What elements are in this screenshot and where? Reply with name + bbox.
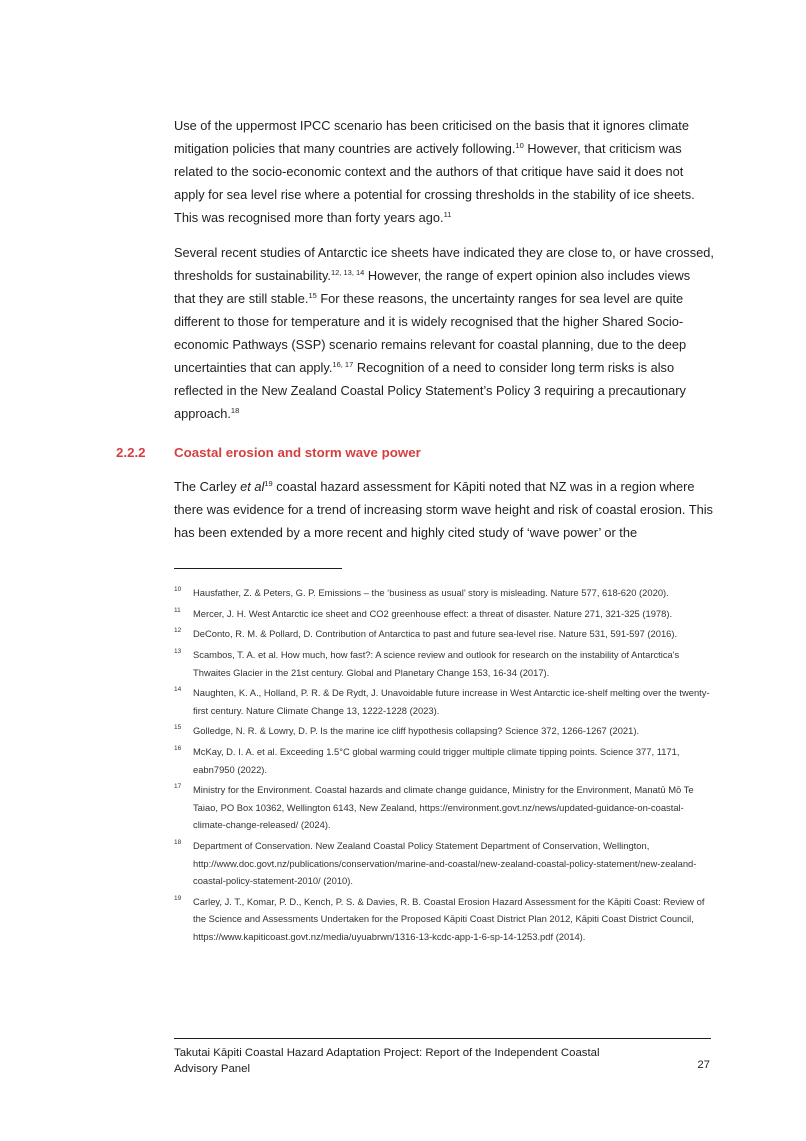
footnote-reference[interactable]: 15 <box>308 291 317 300</box>
footnote <box>174 893 714 946</box>
footnote <box>174 605 714 623</box>
footnote-reference[interactable]: 19 <box>264 479 273 488</box>
footnotes-list <box>174 584 714 948</box>
footnote-text: Carley, J. T., Komar, P. D., Kench, P. S. & Davies, R. B. Coastal Erosion Hazard Assessment for the Kāpiti Coast: Review of the Science and Assessments Undertaken for the Proposed Kāpiti Coast District Plan 2012, Kāpiti Coast District Council, https://www.kapiticoast.govt.nz/media/uyuabrwn/1316-13-kcdc-app-1-6-sp-14-1253.pdf (2014). <box>193 895 705 942</box>
footnote-text: Hausfather, Z. & Peters, G. P. Emissions – the ‘business as usual’ story is misleading. Nature 577, 618-620 (2020). <box>193 587 669 598</box>
italic-text: et al <box>240 479 265 494</box>
footnote-number: 18 <box>174 839 182 846</box>
footnote-text: McKay, D. I. A. et al. Exceeding 1.5°C global warming could trigger multiple climate tipping points. Science 377, 1171, eabn7950 (2022). <box>193 746 680 775</box>
body-paragraph-coastal-erosion: The Carley et $al^{19}$ coastal hazard assessment for Kāpiti noted that NZ was in a region where there was evidence for a trend of increasing storm wave height and risk of coastal erosion. This has been extended by a more recent and highly cited study of ‘wave power’ or the <box>174 479 713 540</box>
footnote-reference[interactable]: 10 <box>515 141 524 150</box>
footnote-separator <box>174 568 342 569</box>
footnote-number: 13 <box>174 648 182 656</box>
body-paragraph-antarctic-ice-sheets: Several recent studies of Antarctic ice sheets have indicated they are close to, or have crossed, thresholds for sustainability.$^{12, 13, 14}$ However, the range of expert opinion also includes views that they are still stable.$^{15}$ For these reasons, the uncertainty ranges for sea level are quite different to those for temperature and it is widely recognised that the higher Shared Socio-economic Pathways (SSP) scenario remains relevant for coastal planning, due to the deep uncertainties that can apply.$^{16, 17}$ Recognition of a need to consider long term risks is also reflected in the New Zealand Coastal Policy Statement’s Policy 3 requiring a precautionary approach.$^{18}$ <box>174 245 714 421</box>
footnote-text: Golledge, N. R. & Lowry, D. P. Is the marine ice cliff hypothesis collapsing? Science 372, 1266-1267 (2021). <box>193 725 640 737</box>
page-number: 27 <box>697 1059 710 1071</box>
footnote-number: 12 <box>174 627 182 635</box>
footnote <box>174 646 714 681</box>
footnote-number: 19 <box>174 894 182 902</box>
footer-separator <box>174 1038 711 1039</box>
footnote <box>174 837 714 890</box>
footnote-text: Naughten, K. A., Holland, P. R. & De Rydt, J. Unavoidable future increase in West Antarctic ice-shelf melting over the twenty-first century. Nature Climate Change 13, 1222-1228 (2023). <box>193 687 710 716</box>
footnote <box>174 625 714 643</box>
footnote <box>174 781 714 834</box>
footnote-reference[interactable]: 16, 17 <box>332 360 354 369</box>
footnote-number: 14 <box>174 686 182 694</box>
body-paragraph-ipcc-scenario: Use of the uppermost IPCC scenario has been criticised on the basis that it ignores climate mitigation policies that many countries are actively following.$^{10}$ However, that criticism was related to the socio-economic context and the authors of that critique have said it does not apply for sea level rise where a potential for crossing thresholds in the stability of ice sheets. This was recognised more than forty years ago.$^{11}$ <box>174 118 695 225</box>
footnote-text: Mercer, J. H. West Antarctic ice sheet and CO2 greenhouse effect: a threat of disaster. Nature 271, 321-325 (1978). <box>193 607 673 619</box>
footnote-number: 11 <box>174 606 181 614</box>
footnote-text: Scambos, T. A. et al. How much, how fast?: A science review and outlook for research on the instability of Antarctica's Thwaites Glacier in the 21st century. Global and Planetary Change 153, 16-34 (2017). <box>193 649 680 678</box>
footnote-reference[interactable]: 12, 13, 14 <box>330 268 365 277</box>
footnote-text: Department of Conservation. New Zealand Coastal Policy Statement Department of Conservation, Wellington, http://www.doc.govt.nz/publications/conservation/marine-and-coastal/new-zealand-coastal-policy-statement/new-zealand-coastal-policy-statement-2010/ (2010). <box>193 840 697 886</box>
footnote <box>174 684 714 719</box>
footnote <box>174 722 714 740</box>
footer-report-title: Takutai Kāpiti Coastal Hazard Adaptation Project: Report of the Independent Coastal Advisory Panel <box>174 1047 600 1075</box>
footnote-text: DeConto, R. M. & Pollard, D. Contribution of Antarctica to past and future sea-level rise. Nature 531, 591-597 (2016). <box>193 628 678 640</box>
footnote-number: 15 <box>174 724 182 732</box>
footnote-reference[interactable]: 18 <box>230 406 240 415</box>
footnote-number: 16 <box>174 745 182 753</box>
footnote-reference[interactable]: 11 <box>443 210 452 219</box>
footnote-text: Ministry for the Environment. Coastal hazards and climate change guidance, Ministry for the Environment, Manatū Mō Te Taiao, PO Box 10362, Wellington 6143, New Zealand, https://environment.govt.nz/news/updated-guidance-on-coastal-climate-change-released/ (2024). <box>193 784 694 831</box>
footnote <box>174 584 714 602</box>
footnote <box>174 743 714 778</box>
footnote-number: 10 <box>174 586 182 593</box>
section-number: 2.2.2 <box>116 445 146 460</box>
section-title: Coastal erosion and storm wave power <box>174 445 421 460</box>
footnote-number: 17 <box>174 783 182 791</box>
